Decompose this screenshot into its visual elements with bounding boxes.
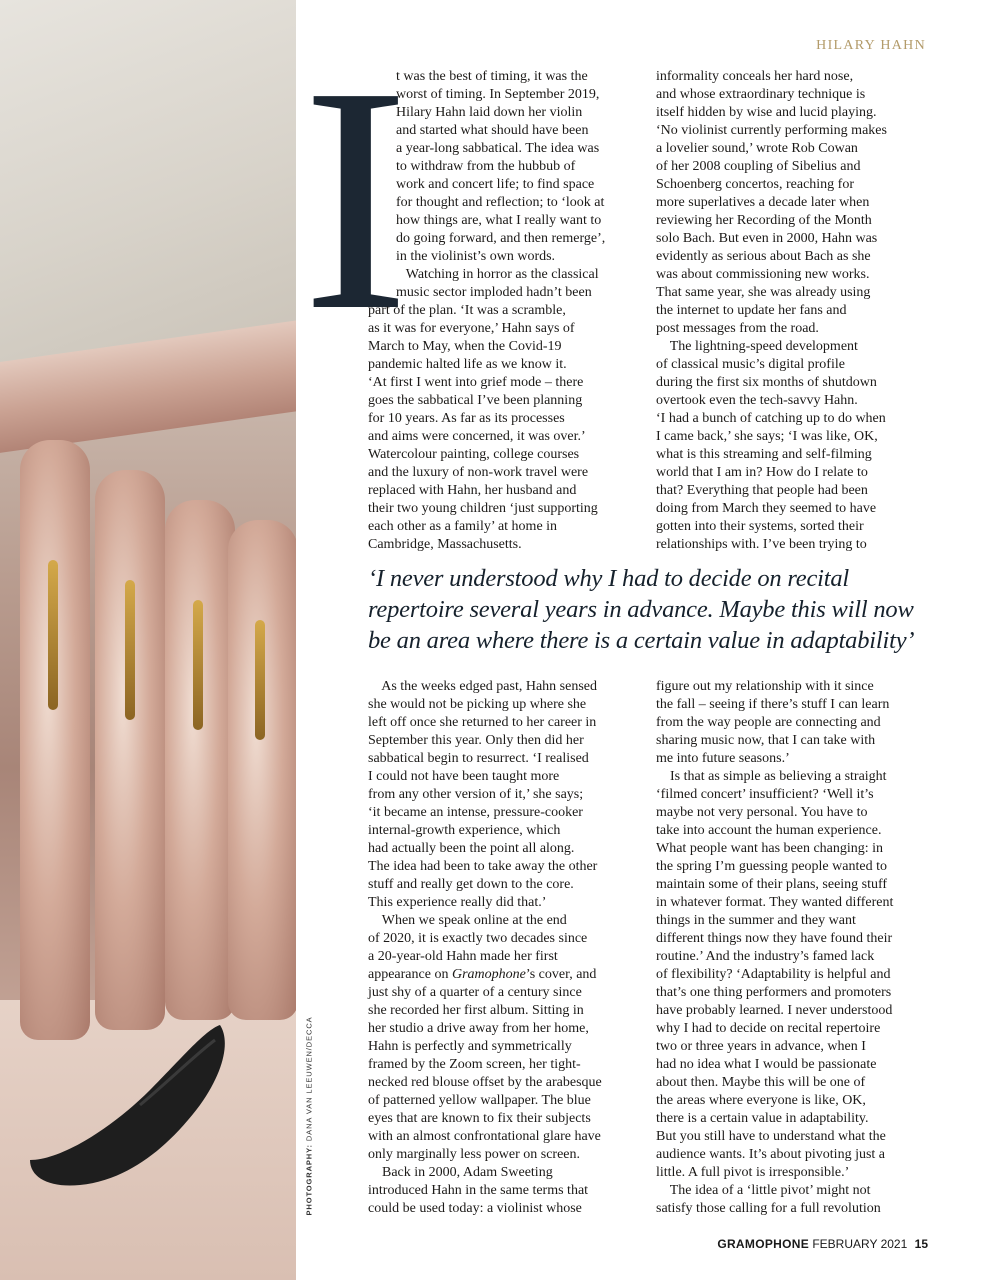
column-2-top [656, 68, 931, 554]
text-line: But you still have to understand what the [656, 1129, 886, 1144]
text-line: ‘filmed concert’ insufficient? ‘Well it’s [656, 787, 874, 802]
drop-cap-box [302, 20, 410, 377]
text-line: Watching in horror as the classical [392, 267, 599, 282]
text-line: ‘At first I went into grief mode – there [368, 375, 584, 390]
photo-baluster [20, 440, 90, 1040]
text-line: sabbatical begin to resurrect. ‘I realised [368, 751, 589, 766]
text-line: Schoenberg concertos, reaching for [656, 177, 854, 192]
text-line: of 2020, it is exactly two decades since [368, 931, 588, 946]
text-line: left off once she returned to her career in [368, 715, 597, 730]
text-line: about then. Maybe this will be one of [656, 1075, 866, 1090]
column-1-bottom [368, 678, 643, 1218]
credit-name: DANA VAN LEEUWEN/DECCA [304, 1016, 314, 1142]
text-line: world that I am in? How do I relate to [656, 465, 868, 480]
text-line: The idea of a ‘little pivot’ might not [656, 1183, 871, 1198]
text-line: necked red blouse offset by the arabesque [368, 1075, 602, 1090]
photo-gilding [48, 560, 58, 710]
text-line: solo Bach. But even in 2000, Hahn was [656, 231, 878, 246]
text-line: music sector imploded hadn’t been [396, 285, 592, 300]
text-line: of classical music’s digital profile [656, 357, 845, 372]
text-line: t was the best of timing, it was the [396, 69, 588, 84]
text-line: satisfy those calling for a full revolution [656, 1201, 881, 1216]
text-line: reviewing her Recording of the Month [656, 213, 872, 228]
text-line: Cambridge, Massachusetts. [368, 537, 522, 552]
text-line: evidently as serious about Bach as she [656, 249, 871, 264]
text-line: more superlatives a decade later when [656, 195, 870, 210]
text-line: during the first six months of shutdown [656, 375, 877, 390]
text-line: the areas where everyone is like, OK, [656, 1093, 866, 1108]
text-line: routine.’ And the industry’s famed lack [656, 949, 875, 964]
text-line: and aims were concerned, it was over.’ [368, 429, 586, 444]
text-line: for thought and reflection; to ‘look at [396, 195, 605, 210]
text-line: with an almost confrontational glare have [368, 1129, 601, 1144]
text-line: relationships with. I’ve been trying to [656, 537, 867, 552]
text-line: be an area where there is a certain value in adaptability’ [368, 627, 915, 654]
text-line: I came back,’ she says; ‘I was like, OK, [656, 429, 878, 444]
text-line: pandemic halted life as we know it. [368, 357, 567, 372]
text-line: of flexibility? ‘Adaptability is helpful and [656, 967, 891, 982]
text-line: As the weeks edged past, Hahn sensed [368, 679, 598, 694]
issue-date: FEBRUARY 2021 [812, 1237, 908, 1251]
text-line: appearance on Gramophone’s cover, and [368, 967, 597, 982]
text-line: things in the summer and they want [656, 913, 856, 928]
text-line: ‘I had a bunch of catching up to do when [656, 411, 886, 426]
pull-quote [368, 563, 946, 656]
text-line: the spring I’m guessing people wanted to [656, 859, 887, 874]
text-line: a year-long sabbatical. The idea was [396, 141, 600, 156]
text-line: overtook even the tech-savvy Hahn. [656, 393, 858, 408]
page-footer [717, 1237, 928, 1251]
text-line: two or three years in advance, when I [656, 1039, 866, 1054]
text-line: stuff and really get down to the core. [368, 877, 574, 892]
text-line: replaced with Hahn, her husband and [368, 483, 577, 498]
drop-cap: I [302, 20, 410, 377]
text-line: part of the plan. ‘It was a scramble, [368, 303, 566, 318]
text-line: had no idea what I would be passionate [656, 1057, 877, 1072]
running-head: HILARY HAHN [816, 38, 926, 53]
text-line: audience wants. It’s about pivoting just a [656, 1147, 886, 1162]
text-line: goes the sabbatical I’ve been planning [368, 393, 583, 408]
text-line: What people want has been changing: in [656, 841, 884, 856]
text-line: figure out my relationship with it since [656, 679, 874, 694]
text-line: of her 2008 coupling of Sibelius and [656, 159, 861, 174]
text-line: internal-growth experience, which [368, 823, 561, 838]
text-line: in the violinist’s own words. [396, 249, 556, 264]
text-line: have probably learned. I never understood [656, 1003, 893, 1018]
text-line: a lovelier sound,’ wrote Rob Cowan [656, 141, 858, 156]
text-line: a 20-year-old Hahn made her first [368, 949, 558, 964]
text-line: I could not have been taught more [368, 769, 560, 784]
text-line: post messages from the road. [656, 321, 819, 336]
text-line: could be used today: a violinist whose [368, 1201, 582, 1216]
text-line: each other as a family’ at home in [368, 519, 558, 534]
text-line: ‘it became an intense, pressure-cooker [368, 805, 583, 820]
text-line: do going forward, and then remerge’, [396, 231, 606, 246]
text-line: When we speak online at the end [368, 913, 567, 928]
text-line: only marginally less power on screen. [368, 1147, 581, 1162]
text-line: work and concert life; to find space [396, 177, 595, 192]
text-line: in whatever format. They wanted different [656, 895, 894, 910]
text-line: maintain some of their plans, seeing stuff [656, 877, 888, 892]
text-line: her studio a drive away from her home, [368, 1021, 589, 1036]
text-line: This experience really did that.’ [368, 895, 547, 910]
text-line: their two young children ‘just supporting [368, 501, 598, 516]
text-line: Hilary Hahn laid down her violin [396, 105, 583, 120]
column-2-bottom [656, 678, 934, 1218]
text-line: itself hidden by wise and lucid playing. [656, 105, 877, 120]
text-line: Watercolour painting, college courses [368, 447, 580, 462]
text-line: ‘No violinist currently performing makes [656, 123, 887, 138]
text-line: framed by the Zoom screen, her tight- [368, 1057, 581, 1072]
credit-label: PHOTOGRAPHY: [304, 1144, 314, 1216]
text-line: maybe not very personal. You have to [656, 805, 868, 820]
photo-baluster [95, 470, 165, 1030]
text-line: That same year, she was already using [656, 285, 871, 300]
magazine-title-italic: Gramophone [451, 967, 526, 982]
text-line: repertoire several years in advance. Maybe this will now [368, 596, 914, 623]
text-line: to withdraw from the hubbub of [396, 159, 576, 174]
column-1-top [368, 302, 638, 554]
text-line: eyes that are known to fix their subjects [368, 1111, 591, 1126]
text-line: take into account the human experience. [656, 823, 882, 838]
text-line: and whose extraordinary technique is [656, 87, 866, 102]
text-line: that? Everything that people had been [656, 483, 868, 498]
text-line: different things now they have found their [656, 931, 893, 946]
text-line: informality conceals her hard nose, [656, 69, 854, 84]
text-line: gotten into their systems, sorted their [656, 519, 864, 534]
text-line: had actually been the point all along. [368, 841, 575, 856]
text-line: little. A full pivot is irresponsible.’ [656, 1165, 850, 1180]
text-line: September this year. Only then did her [368, 733, 584, 748]
text-line: The idea had been to take away the other [368, 859, 598, 874]
text-line: worst of timing. In September 2019, [396, 87, 600, 102]
photo-credit [302, 1016, 316, 1220]
text-line: she recorded her first album. Sitting in [368, 1003, 584, 1018]
text-line: of patterned yellow wallpaper. The blue [368, 1093, 591, 1108]
text-line: how things are, what I really want to [396, 213, 602, 228]
photo-baluster [165, 500, 235, 1020]
text-line: and the luxury of non-work travel were [368, 465, 589, 480]
text-line: March to May, when the Covid-19 [368, 339, 562, 354]
text-line: just shy of a quarter of a century since [368, 985, 582, 1000]
text-line: Is that as simple as believing a straight [656, 769, 887, 784]
text-line: the fall – seeing if there’s stuff I can learn [656, 697, 890, 712]
photograph [0, 0, 296, 1280]
text-line: The lightning-speed development [656, 339, 858, 354]
photo-gilding [255, 620, 265, 740]
photo-gilding [193, 600, 203, 730]
text-line: the internet to update her fans and [656, 303, 847, 318]
magazine-name: GRAMOPHONE [717, 1237, 809, 1251]
text-line: sharing music now, that I can take with [656, 733, 876, 748]
text-line: from the way people are connecting and [656, 715, 881, 730]
text-line: she would not be picking up where she [368, 697, 587, 712]
text-line: that’s one thing performers and promoters [656, 985, 892, 1000]
photo-baluster [228, 520, 296, 1020]
text-line: Back in 2000, Adam Sweeting [368, 1165, 553, 1180]
text-line: for 10 years. As far as its processes [368, 411, 565, 426]
text-line: introduced Hahn in the same terms that [368, 1183, 589, 1198]
text-line: what is this streaming and self-filming [656, 447, 872, 462]
text-line: doing from March they seemed to have [656, 501, 877, 516]
page-number: 15 [914, 1237, 928, 1251]
text-line: there is a certain value in adaptability. [656, 1111, 869, 1126]
text-line: Hahn is perfectly and symmetrically [368, 1039, 572, 1054]
text-line: why I had to decide on recital repertoire [656, 1021, 881, 1036]
text-line: and started what should have been [396, 123, 589, 138]
text-line: me into future seasons.’ [656, 751, 790, 766]
photo-wall [0, 0, 296, 370]
text-line: from any other version of it,’ she says; [368, 787, 584, 802]
photo-shoe [20, 1010, 230, 1190]
text-line: was about commissioning new works. [656, 267, 870, 282]
text-line: as it was for everyone,’ Hahn says of [368, 321, 575, 336]
photo-gilding [125, 580, 135, 720]
text-line: ‘I never understood why I had to decide on recital [368, 565, 850, 592]
